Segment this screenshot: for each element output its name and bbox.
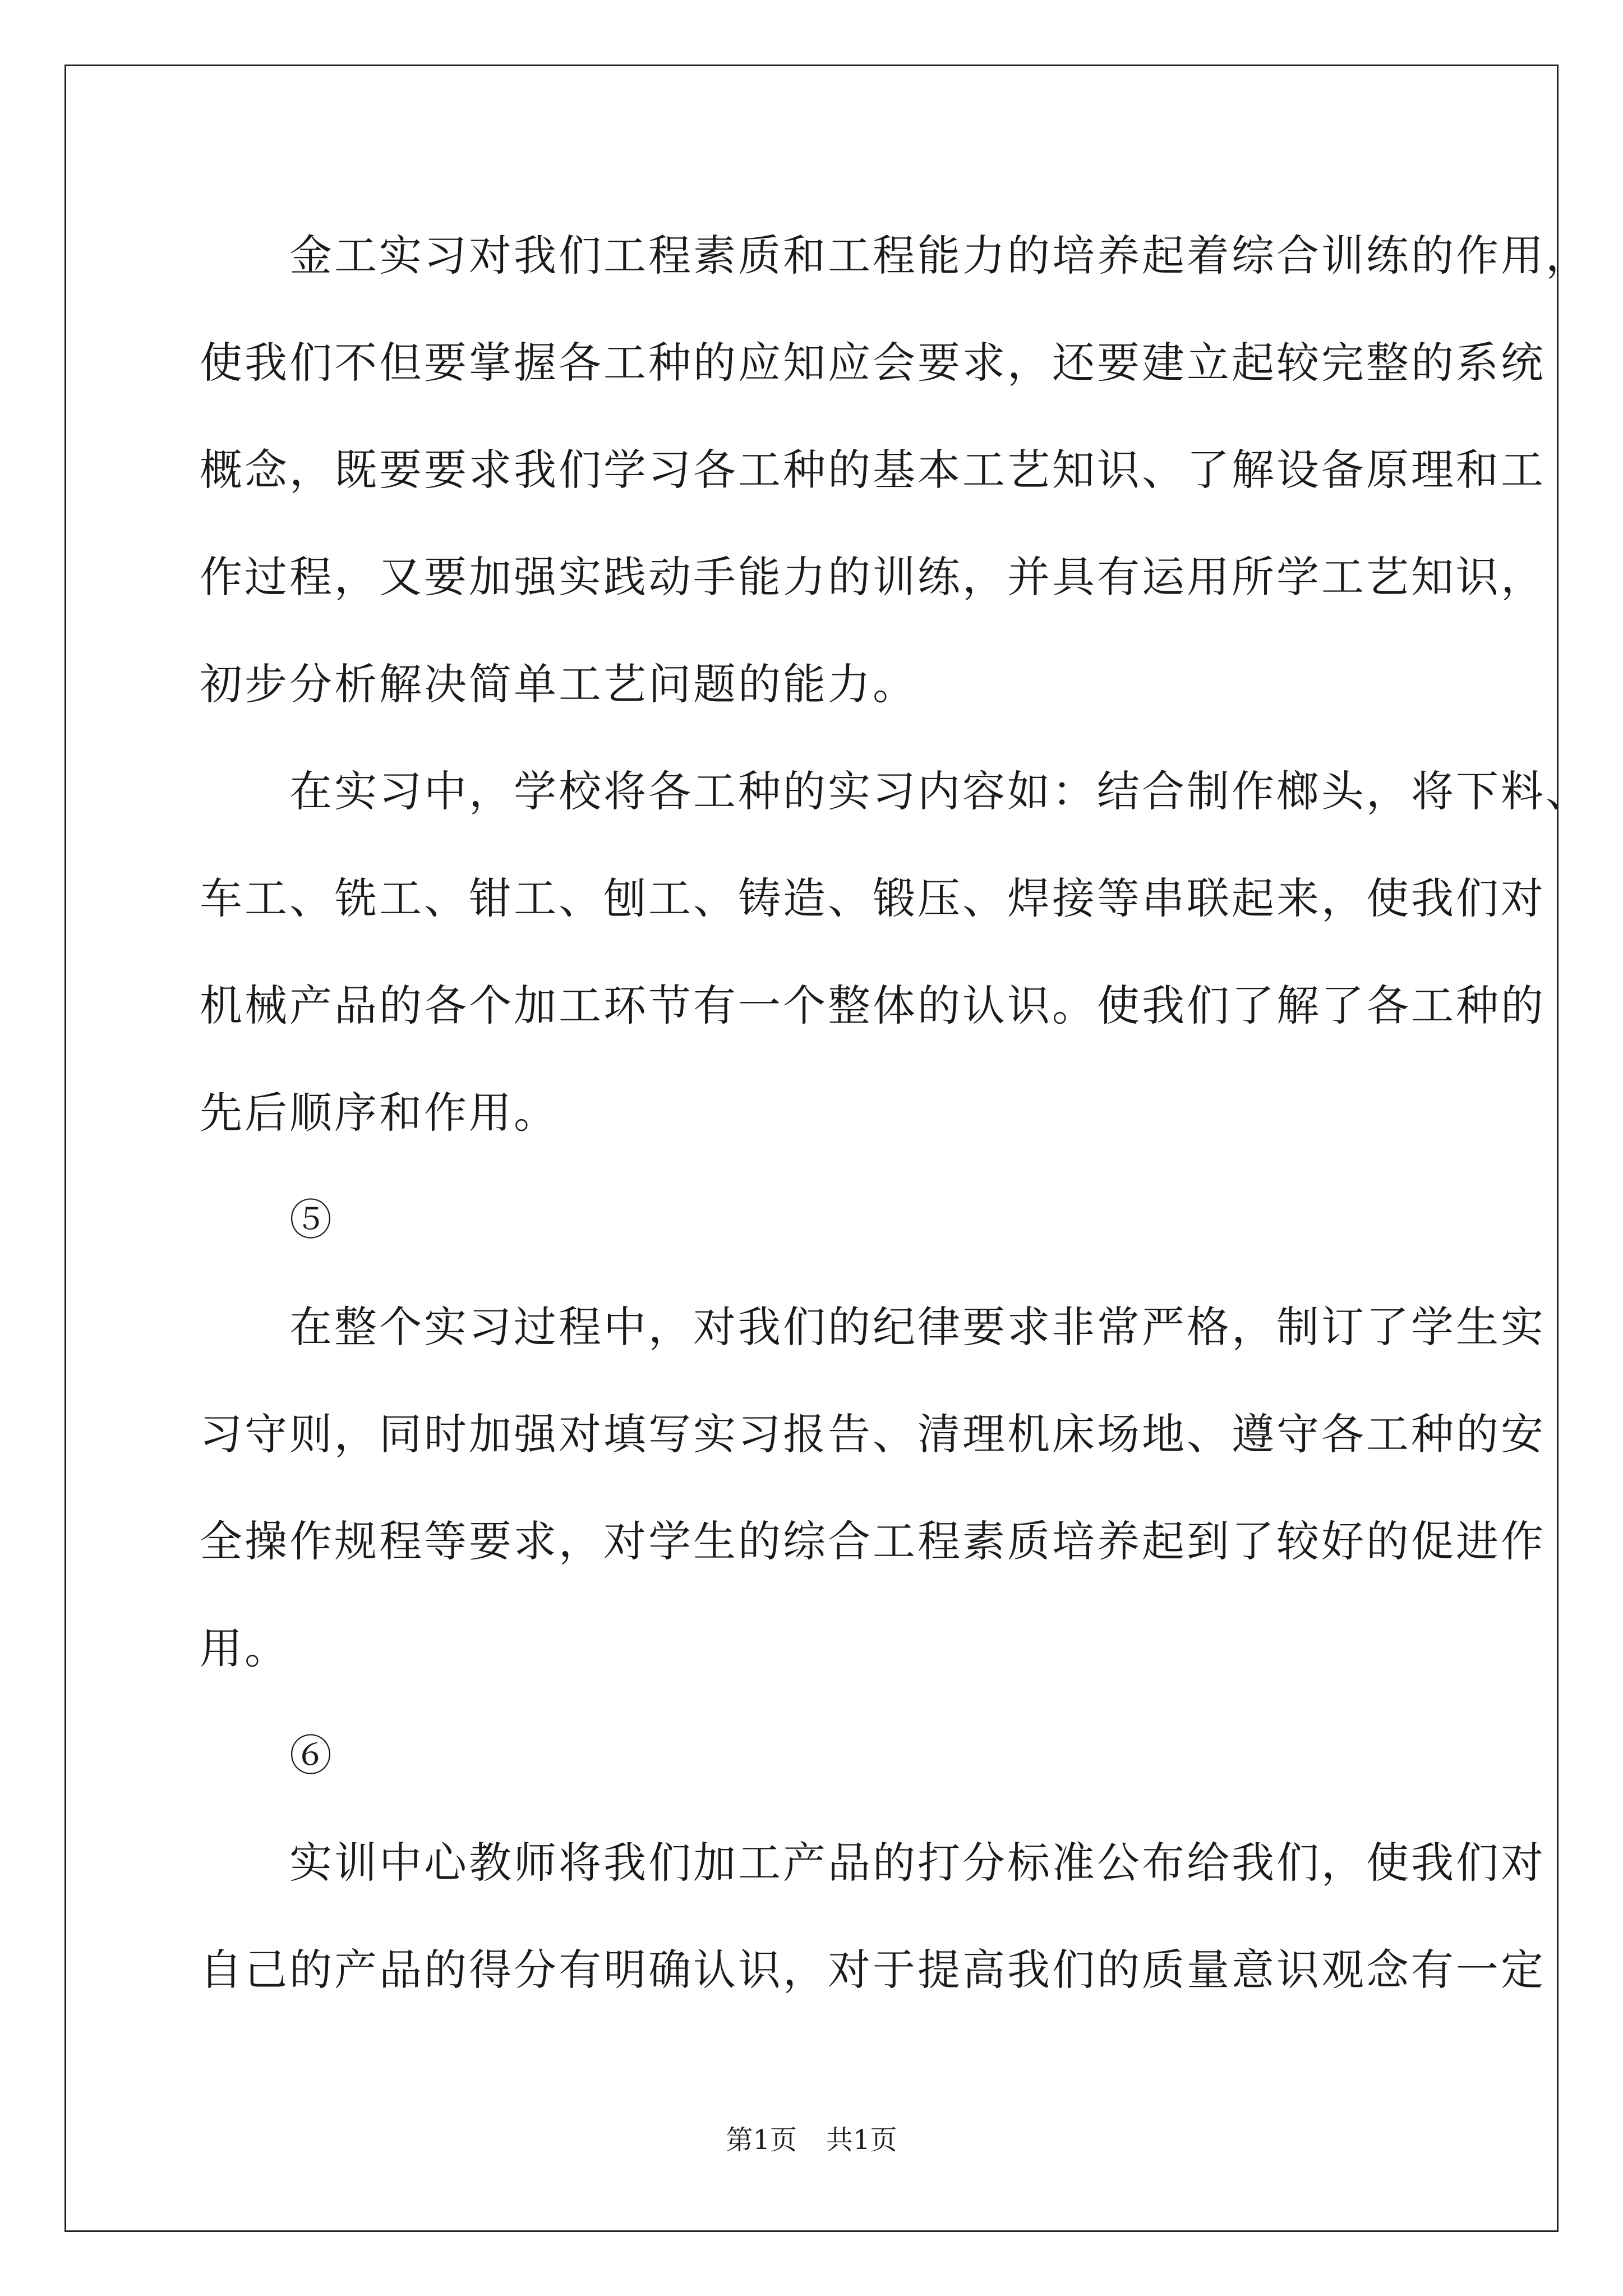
text-line: 习守则，同时加强对填写实习报告、清理机床场地、遵守各工种的安 [200,1409,1546,1459]
text-line: 自己的产品的得分有明确认识，对于提高我们的质量意识观念有一定 [200,1945,1546,1995]
text-line: 车工、铣工、钳工、刨工、铸造、锻压、焊接等串联起来，使我们对 [200,873,1546,923]
text-line: 机械产品的各个加工环节有一个整体的认识。使我们了解了各工种的 [200,981,1546,1030]
text-line: 实训中心教师将我们加工产品的打分标准公布给我们，使我们对 [200,1838,1546,1888]
text-line: 全操作规程等要求，对学生的综合工程素质培养起到了较好的促进作 [200,1516,1546,1566]
text-line: 作过程，又要加强实践动手能力的训练，并具有运用所学工艺知识， [200,552,1546,602]
text-line: 先后顺序和作用。 [200,1088,559,1138]
section-marker: ⑥ [200,1731,334,1780]
document-body [200,202,1590,2023]
text-line: 用。 [200,1623,289,1673]
text-line: 在整个实习过程中，对我们的纪律要求非常严格，制订了学生实 [200,1302,1546,1352]
section-marker: ⑤ [200,1195,334,1245]
text-line: 初步分析解决简单工艺问题的能力。 [200,659,917,709]
text-line: 在实习中，学校将各工种的实习内容如：结合制作榔头，将下料、 [200,766,1590,816]
text-line: 概念，既要要求我们学习各工种的基本工艺知识、了解设备原理和工 [200,445,1546,495]
page-footer [0,2123,1623,2157]
text-line: 金工实习对我们工程素质和工程能力的培养起着综合训练的作用， [200,231,1590,280]
page-number: 第1页 [726,2124,797,2156]
page-total: 共1页 [826,2124,897,2156]
text-line: 使我们不但要掌握各工种的应知应会要求，还要建立起较完整的系统 [200,338,1546,388]
